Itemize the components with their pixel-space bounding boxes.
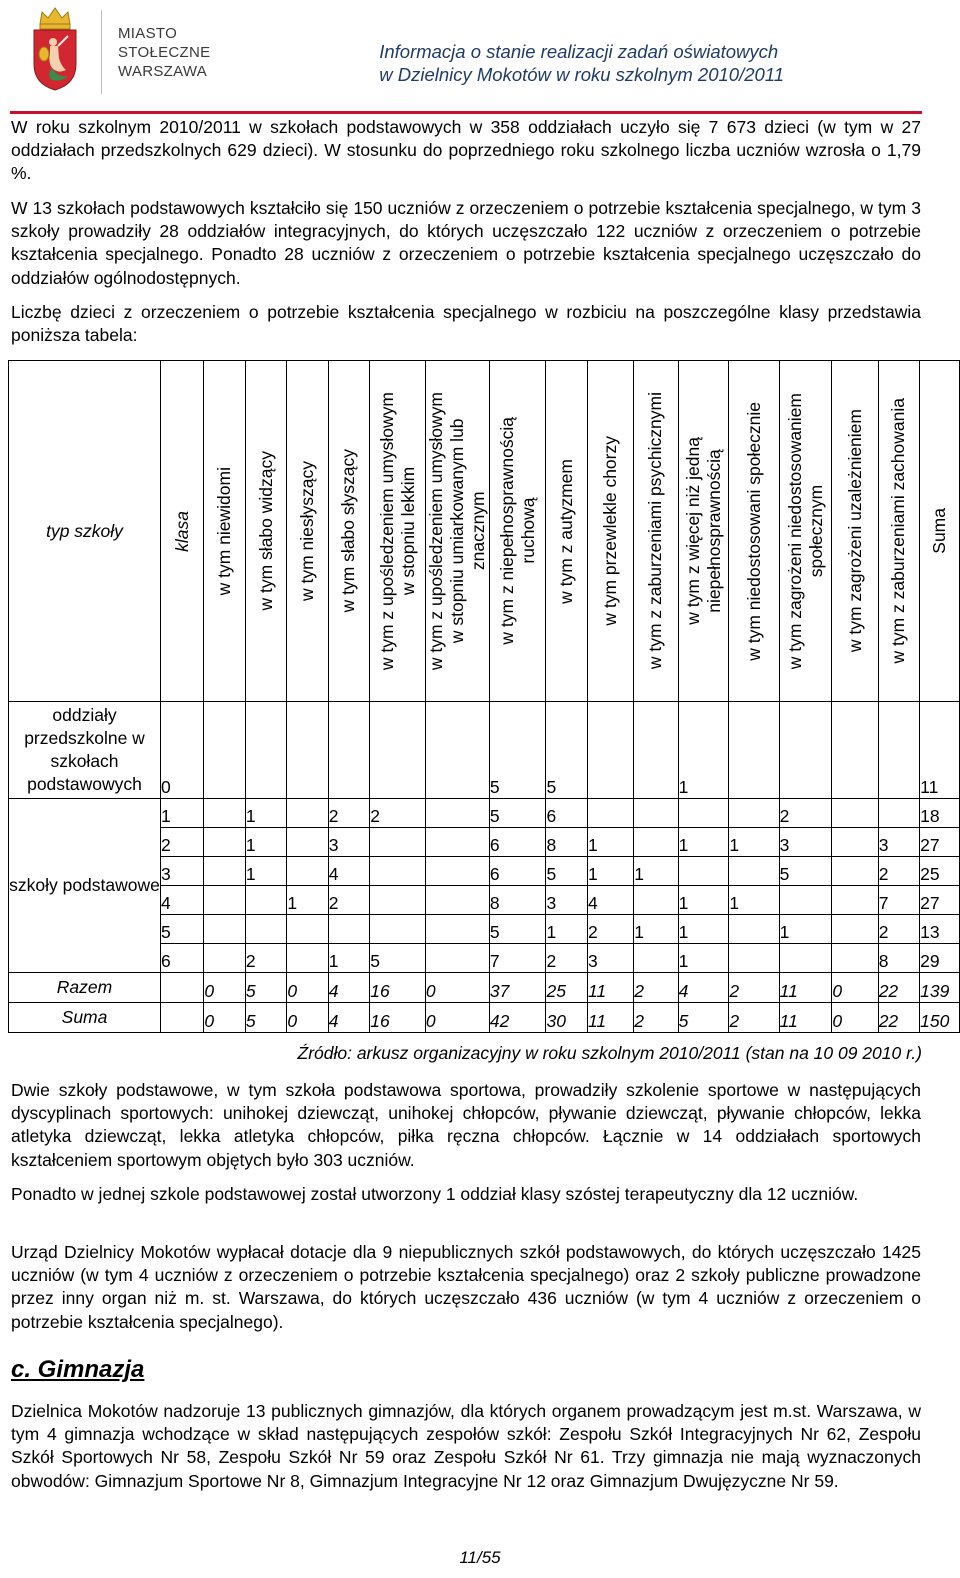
empty-cell [161, 1003, 204, 1033]
klasa-cell: 3 [161, 857, 204, 886]
header-col-15 [920, 361, 960, 702]
suma-cell: 5 [245, 1003, 286, 1033]
header-col-label: w tym z zaburzeniami zachowania [888, 398, 909, 664]
razem-row [9, 973, 960, 1003]
table-cell: 6 [489, 857, 546, 886]
table-cell: 13 [920, 915, 960, 944]
table-cell [832, 828, 878, 857]
table-cell [204, 799, 245, 828]
suma-cell: 16 [370, 1003, 426, 1033]
table-cell [287, 799, 328, 828]
suma-cell: 2 [634, 1003, 678, 1033]
table-cell [204, 702, 245, 799]
table-cell [287, 944, 328, 973]
header-col-9 [634, 361, 678, 702]
title-line-2: w Dzielnicy Mokotów w roku szkolnym 2010/2011 [379, 64, 784, 85]
table-cell: 8 [546, 828, 587, 857]
suma-cell: 42 [489, 1003, 546, 1033]
suma-label: Suma [9, 1003, 161, 1033]
table-cell [832, 944, 878, 973]
city-line-1: MIASTO [118, 25, 178, 42]
table-cell [370, 886, 426, 915]
table-cell: 2 [878, 915, 919, 944]
table-cell: 1 [634, 857, 678, 886]
suma-cell: 11 [587, 1003, 633, 1033]
table-cell: 27 [920, 886, 960, 915]
table-cell: 1 [729, 886, 779, 915]
suma-cell: 22 [878, 1003, 919, 1033]
table-cell: 25 [920, 857, 960, 886]
table-cell: 27 [920, 828, 960, 857]
header-col-3 [328, 361, 369, 702]
group-label-przedszkole: oddziały przedszkolne w szkołach podstawowych [9, 702, 161, 799]
table-cell [425, 857, 489, 886]
table-cell: 2 [587, 915, 633, 944]
city-line-2: STOŁECZNE [118, 44, 211, 61]
header-klasa-label: klasa [171, 510, 192, 552]
table-cell: 1 [678, 702, 729, 799]
table-cell: 4 [587, 886, 633, 915]
table-cell: 8 [878, 944, 919, 973]
razem-cell: 22 [878, 973, 919, 1003]
table-cell [287, 857, 328, 886]
table-cell: 3 [779, 828, 832, 857]
table-cell: 5 [489, 702, 546, 799]
header-col-5 [425, 361, 489, 702]
header-col-label: w tym słabo słyszący [338, 449, 359, 613]
razem-label: Razem [9, 973, 161, 1003]
table-cell [370, 915, 426, 944]
table-cell: 7 [878, 886, 919, 915]
table-cell [287, 828, 328, 857]
suma-cell: 11 [779, 1003, 832, 1033]
table-cell [287, 702, 328, 799]
table-row [9, 799, 960, 828]
suma-cell: 0 [204, 1003, 245, 1033]
table-cell [779, 944, 832, 973]
table-cell [634, 702, 678, 799]
source-note: Źródło: arkusz organizacyjny w roku szkolnym 2010/2011 (stan na 10 09 2010 r.) [297, 1043, 922, 1063]
suma-cell: 5 [678, 1003, 729, 1033]
razem-cell: 4 [678, 973, 729, 1003]
table-cell: 1 [634, 915, 678, 944]
suma-cell: 30 [546, 1003, 587, 1033]
razem-cell: 11 [587, 973, 633, 1003]
table-cell [678, 799, 729, 828]
table-cell [634, 886, 678, 915]
klasa-cell: 4 [161, 886, 204, 915]
header-col-8 [587, 361, 633, 702]
empty-cell [161, 973, 204, 1003]
razem-cell: 5 [245, 973, 286, 1003]
table-cell [832, 886, 878, 915]
table-cell: 5 [489, 799, 546, 828]
header-col-4 [370, 361, 426, 702]
header-col-label: w tym z zaburzeniami psychicznymi [645, 392, 666, 670]
table-cell: 1 [245, 799, 286, 828]
table-cell: 1 [678, 944, 729, 973]
razem-cell: 0 [425, 973, 489, 1003]
table-cell: 1 [546, 915, 587, 944]
table-cell: 3 [328, 828, 369, 857]
table-cell [729, 799, 779, 828]
table-header-row [9, 361, 960, 702]
paragraph-5: Ponadto w jednej szkole podstawowej został utworzony 1 oddział klasy szóstej terapeutyczny dla 12 uczniów. [11, 1184, 859, 1204]
paragraph-4: Dwie szkoły podstawowe, w tym szkoła podstawowa sportowa, prowadziły szkolenie sportowe w następujących dyscyplinach sportowych: unihokej dziewcząt, unihokej chłopców, pływanie dziewcząt, pływanie chłopców, lekka atletyka dziewcząt, lekka atletyka chłopców, piłka ręczna chłopców. Łącznie w 14 oddziałach sportowych kształceniem sportowym objętych było 303 uczniów. [11, 1080, 921, 1170]
table-cell [729, 857, 779, 886]
razem-cell: 25 [546, 973, 587, 1003]
header-col-1 [245, 361, 286, 702]
table-cell: 2 [779, 799, 832, 828]
table-row [9, 702, 960, 799]
klasa-cell: 1 [161, 799, 204, 828]
table-cell: 3 [878, 828, 919, 857]
page-header [0, 0, 960, 115]
table-cell [370, 857, 426, 886]
suma-row [9, 1003, 960, 1033]
table-cell [832, 857, 878, 886]
header-col-label: w tym z więcej niż jedną niepełnosprawnością [682, 437, 724, 625]
table-cell [328, 702, 369, 799]
klasa-cell: 2 [161, 828, 204, 857]
table-cell: 5 [370, 944, 426, 973]
table-cell [729, 915, 779, 944]
table-cell [204, 857, 245, 886]
header-klasa [161, 361, 204, 702]
city-logo-text [118, 24, 210, 81]
header-rule [10, 111, 922, 114]
razem-cell: 0 [204, 973, 245, 1003]
table-cell [832, 915, 878, 944]
table-cell: 5 [779, 857, 832, 886]
header-col-2 [287, 361, 328, 702]
table-cell: 2 [328, 886, 369, 915]
title-line-1: Informacja o stanie realizacji zadań oświatowych [379, 41, 779, 62]
table-cell [204, 915, 245, 944]
table-cell: 1 [779, 915, 832, 944]
table-cell [287, 915, 328, 944]
razem-cell: 4 [328, 973, 369, 1003]
table-cell: 7 [489, 944, 546, 973]
table-cell [779, 702, 832, 799]
table-cell [678, 857, 729, 886]
razem-cell: 2 [729, 973, 779, 1003]
table-cell: 2 [546, 944, 587, 973]
table-cell: 2 [245, 944, 286, 973]
table-cell [878, 799, 919, 828]
table-cell: 1 [587, 828, 633, 857]
razem-cell: 0 [287, 973, 328, 1003]
table-cell: 5 [546, 857, 587, 886]
table-cell: 6 [489, 828, 546, 857]
header-col-12 [779, 361, 832, 702]
table-cell [425, 886, 489, 915]
header-typ-szkoly: typ szkoły [9, 361, 161, 702]
header-col-label: w tym zagrożeni niedostosowaniem społecznym [784, 392, 826, 670]
table-cell [204, 828, 245, 857]
page-number: 11/55 [459, 1548, 501, 1567]
table-cell [204, 886, 245, 915]
paragraph-6: Urząd Dzielnicy Mokotów wypłacał dotacje dla 9 niepublicznych szkół podstawowych, do których uczęszczało 1425 uczniów (w tym 4 uczniów z orzeczeniem o potrzebie kształcenia specjalnego) oraz 2 szkoły publiczne prowadzone przez inny organ niż m. st. Warszawa, do których uczęszczało 436 uczniów (w tym 4 uczniów z orzeczeniem o potrzebie kształcenia specjalnego). [11, 1242, 921, 1332]
table-cell [425, 944, 489, 973]
table-cell: 5 [489, 915, 546, 944]
paragraph-2: W 13 szkołach podstawowych kształciło się 150 uczniów z orzeczeniem o potrzebie kształcenia specjalnego, w tym 3 szkoły prowadziły 28 oddziałów integracyjnych, do których uczęszczało 122 uczniów z orzeczeniem o potrzebie kształcenia specjalnego. Ponadto 28 uczniów z orzeczeniem o potrzebie kształcenia specjalnego uczęszczało do oddziałów ogólnodostępnych. [11, 198, 921, 288]
razem-cell: 0 [832, 973, 878, 1003]
table-cell [245, 702, 286, 799]
table-cell [832, 702, 878, 799]
header-divider [101, 10, 102, 94]
header-col-6 [489, 361, 546, 702]
suma-cell: 0 [832, 1003, 878, 1033]
paragraph-3: Liczbę dzieci z orzeczeniem o potrzebie kształcenia specjalnego w rozbiciu na poszczególne klasy przedstawia poniższa tabela: [11, 302, 921, 346]
header-col-label: w tym z upośledzeniem umysłowym w stopniu umiarkowanym lub znacznym [425, 391, 488, 671]
header-col-label: w tym niesłyszący [297, 460, 318, 602]
table-cell [587, 799, 633, 828]
table-cell: 1 [678, 886, 729, 915]
table-cell: 1 [729, 828, 779, 857]
table-cell: 3 [587, 944, 633, 973]
table-cell: 6 [546, 799, 587, 828]
table-cell [370, 702, 426, 799]
header-col-10 [678, 361, 729, 702]
table-cell [832, 799, 878, 828]
table-cell: 5 [546, 702, 587, 799]
header-col-11 [729, 361, 779, 702]
suma-cell: 150 [920, 1003, 960, 1033]
header-col-label: Suma [929, 508, 950, 554]
header-col-label: w tym z niepełnosprawnością ruchową [496, 417, 538, 645]
header-col-label: w tym niedostosowani społecznie [743, 401, 764, 661]
table-cell: 2 [328, 799, 369, 828]
header-col-label: w tym niewidomi [214, 466, 235, 596]
city-line-3: WARSZAWA [118, 63, 208, 80]
table-cell [328, 915, 369, 944]
table-cell [729, 944, 779, 973]
table-cell [245, 915, 286, 944]
suma-cell: 0 [287, 1003, 328, 1033]
table-cell: 1 [328, 944, 369, 973]
table-cell: 1 [678, 828, 729, 857]
table-cell [204, 944, 245, 973]
header-col-14 [878, 361, 919, 702]
header-col-label: w tym przewlekle chorzy [600, 436, 621, 626]
table-cell [878, 702, 919, 799]
table-cell: 1 [287, 886, 328, 915]
header-col-label: w tym z upośledzeniem umysłowym w stopniu lekkim [376, 391, 418, 671]
paragraph-1: W roku szkolnym 2010/2011 w szkołach podstawowych w 358 oddziałach uczyło się 7 673 dzieci (w tym w 27 oddziałach przedszkolnych 629 dzieci). W stosunku do poprzedniego roku szkolnego liczba uczniów wzrosła o 1,79 %. [11, 117, 921, 184]
table-cell [370, 828, 426, 857]
header-col-label: w tym zagrożeni uzależnieniem [844, 409, 865, 653]
table-cell [425, 915, 489, 944]
table-cell: 11 [920, 702, 960, 799]
table-cell: 4 [328, 857, 369, 886]
table-cell: 1 [245, 857, 286, 886]
table-cell [245, 886, 286, 915]
header-col-label: w tym z autyzmem [556, 458, 577, 604]
table-cell [729, 702, 779, 799]
razem-cell: 139 [920, 973, 960, 1003]
razem-cell: 11 [779, 973, 832, 1003]
table-cell [634, 828, 678, 857]
suma-cell: 2 [729, 1003, 779, 1033]
table-cell: 1 [245, 828, 286, 857]
table-cell: 29 [920, 944, 960, 973]
suma-cell: 4 [328, 1003, 369, 1033]
table-cell: 2 [878, 857, 919, 886]
paragraph-7: Dzielnica Mokotów nadzoruje 13 publicznych gimnazjów, dla których organem prowadzącym jest m.st. Warszawa, w tym 4 gimnazja wchodzące w skład następujących zespołów szkół: Zespołu Szkół Integracyjnych Nr 62, Zespołu Szkół Sportowych Nr 58, Zespołu Szkół Nr 59 oraz Zespołu Szkół Nr 61. Trzy gimnazja nie mają wyznaczonych obwodów: Gimnazjum Sportowe Nr 8, Gimnazjum Integracyjne Nr 12 oraz Gimnazjum Dwujęzyczne Nr 59. [11, 1401, 921, 1491]
header-col-13 [832, 361, 878, 702]
klasa-cell: 0 [161, 702, 204, 799]
razem-cell: 37 [489, 973, 546, 1003]
header-col-7 [546, 361, 587, 702]
document-title [379, 40, 784, 86]
klasa-cell: 5 [161, 915, 204, 944]
table-cell: 1 [678, 915, 729, 944]
table-cell [779, 886, 832, 915]
group-label-szkoly: szkoły podstawowe [9, 799, 161, 973]
table-cell [634, 799, 678, 828]
special-needs-table [8, 360, 960, 1033]
table-cell: 18 [920, 799, 960, 828]
razem-cell: 16 [370, 973, 426, 1003]
header-col-0 [204, 361, 245, 702]
section-heading-gimnazja: c. Gimnazja [11, 1356, 145, 1383]
table-cell [587, 702, 633, 799]
table-cell [425, 828, 489, 857]
table-cell: 8 [489, 886, 546, 915]
suma-cell: 0 [425, 1003, 489, 1033]
table-cell: 2 [370, 799, 426, 828]
table-cell [425, 799, 489, 828]
table-cell [634, 944, 678, 973]
warsaw-crest-icon [28, 6, 82, 92]
klasa-cell: 6 [161, 944, 204, 973]
header-col-label: w tym słabo widzący [255, 451, 276, 611]
table-cell: 3 [546, 886, 587, 915]
table-cell: 1 [587, 857, 633, 886]
table-cell [425, 702, 489, 799]
razem-cell: 2 [634, 973, 678, 1003]
